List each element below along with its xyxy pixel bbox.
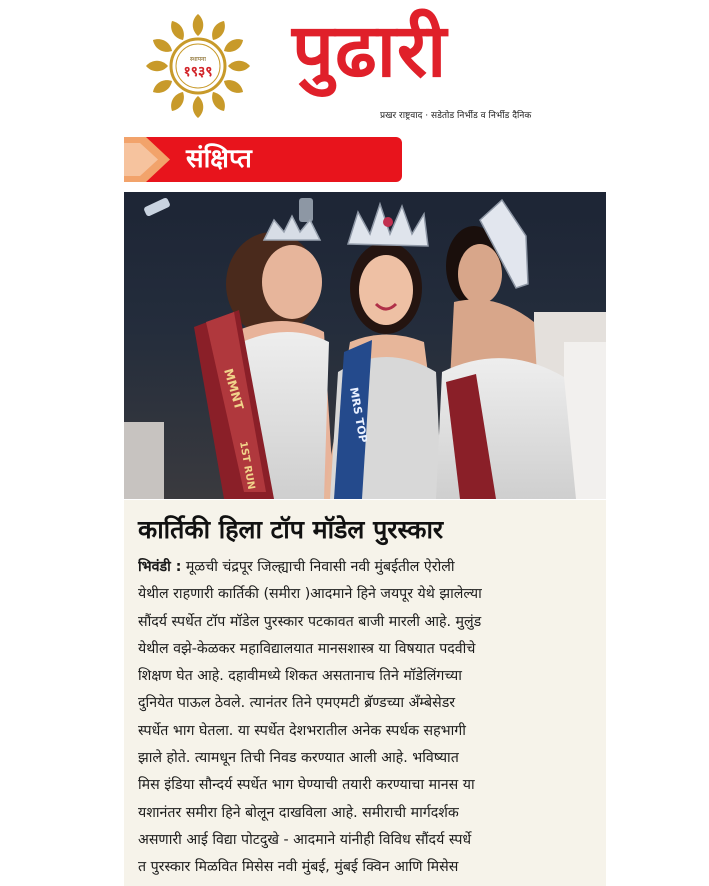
- founding-emblem-icon: [142, 10, 254, 122]
- section-label: संक्षिप्त: [186, 144, 252, 174]
- article-line: असणारी आई विद्या पोटदुखे - आदमाने यांनीही विविध सौंदर्य स्पर्धे: [138, 831, 472, 848]
- brand-tagline: प्रखर राष्ट्रवाद · सडेतोड निर्भीड व निर्भीड दैनिक: [380, 111, 532, 121]
- svg-text:MMNT: MMNT: [221, 366, 247, 412]
- article-line: यशानंतर समीरा हिने बोलून दाखविला आहे. समीराची मार्गदर्शक: [138, 804, 459, 821]
- article-line: येथील राहणारी कार्तिकी (समीरा )आदमाने हिने जयपूर येथे झालेल्या: [138, 586, 482, 603]
- article-headline: कार्तिकी हिला टॉप मॉडेल पुरस्कार: [138, 515, 444, 544]
- masthead: [124, 0, 584, 132]
- svg-text:1ST RUN: 1ST RUN: [237, 440, 257, 491]
- svg-text:MRS TOP: MRS TOP: [347, 386, 370, 444]
- article-line: भिवंडी : मूळची चंद्रपूर जिल्ह्याची निवासी नवी मुंबईतील ऐरोली: [138, 559, 455, 575]
- news-article: [124, 500, 606, 886]
- article-line: येथील वझे-केळकर महाविद्यालयात मानसशास्त्र या विषयात पदवीचे: [138, 640, 476, 657]
- article-line: झाले होते. त्यामधून तिची निवड करण्यात आली आहे. भविष्यात: [138, 750, 459, 767]
- article-line: दुनियेत पाऊल ठेवले. त्यानंतर तिने एमएमटी ब्रॅण्डच्या अँम्बेसेडर: [138, 695, 456, 712]
- brand-name: पुढारी: [292, 8, 448, 94]
- article-line: सौंदर्य स्पर्धेत टॉप मॉडेल पुरस्कार पटकावत बाजी मारली आहे. मुलुंड: [138, 613, 482, 630]
- section-banner: [124, 137, 402, 182]
- arrow-right-icon: [124, 137, 176, 182]
- article-line: त पुरस्कार मिळवित मिसेस नवी मुंबई, मुंबई क्विन आणि मिसेस: [138, 859, 459, 876]
- article-line: मिस इंडिया सौन्दर्य स्पर्धेत भाग घेण्याची तयारी करण्याचा मानस या: [138, 777, 475, 794]
- article-line: शिक्षण घेत आहे. दहावीमध्ये शिकत असतानाच तिने मॉडेलिंगच्या: [138, 668, 462, 685]
- svg-text:स्थापना: स्थापना: [190, 56, 206, 63]
- svg-text:१९३९: १९३९: [183, 64, 213, 80]
- newspaper-logo: [292, 6, 577, 121]
- pageant-winners-image: [124, 192, 606, 499]
- article-line: स्पर्धेत भाग घेतला. या स्पर्धेत देशभरातील अनेक स्पर्धक सहभागी: [138, 722, 466, 739]
- article-photo: [124, 192, 606, 499]
- article-body: [138, 554, 600, 882]
- article-dateline: भिवंडी :: [138, 559, 182, 575]
